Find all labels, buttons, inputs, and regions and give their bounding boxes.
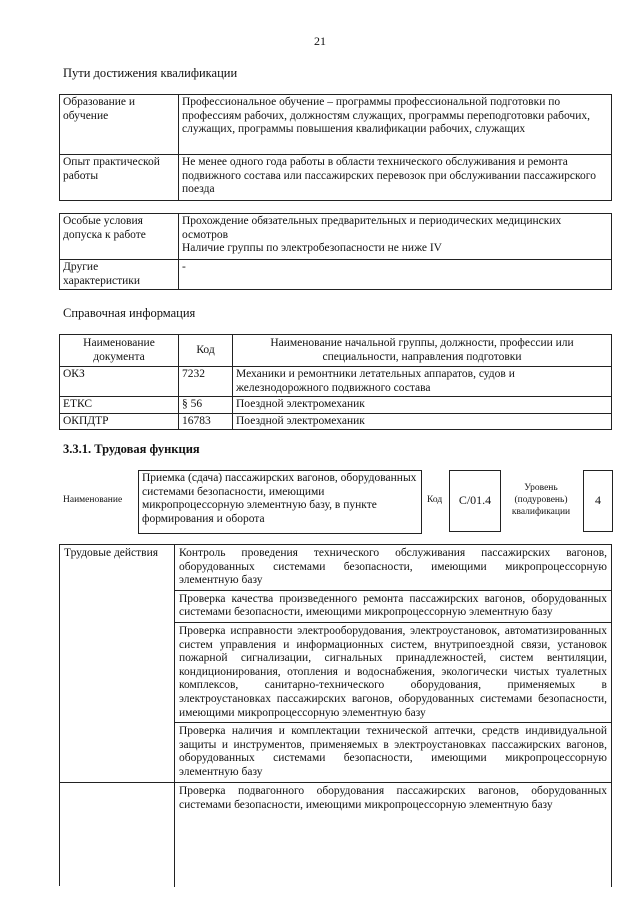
function-name-label: Наименование [63, 495, 123, 505]
column-header-code: Код [179, 335, 233, 367]
labor-action-continued [174, 782, 612, 887]
reference-table [59, 334, 612, 430]
table-row [60, 413, 612, 430]
electrical-safety-text: Наличие группы по электробезопасности не ниже IV [182, 242, 442, 254]
code-box: С/01.4 [449, 470, 501, 532]
table-row [60, 95, 612, 155]
level-box: 4 [583, 470, 613, 532]
labor-action-item: Проверка исправности электрооборудования, электроустановок, автоматизированных систем управления и информационных систем, внутрипоездной связи, установок пожарной сигнализации, сигнальных принадлежностей, систем вентиляции, кондиционирования, отопления и водоснабжения, экологически чистых туалетных комплексов, санитарно-технического оборудования, применяемых в электроустановках пассажирских вагонов, оборудованных системами безопасности, имеющими микропроцессорную элементную базу [175, 622, 612, 722]
table-row [60, 214, 612, 260]
ref-document-cell: ЕТКС [60, 397, 179, 414]
education-value: Профессиональное обучение – программы профессиональной подготовки по профессиям рабочих, должностям служащих, программы переподготовки рабочих, служащих, программы повышения квалификации рабочих, служащих [179, 95, 612, 155]
table-row [60, 155, 612, 201]
ref-occupation-cell: Поездной электромеханик [233, 413, 612, 430]
table-row [60, 545, 612, 591]
labor-actions-label-continuation [59, 782, 60, 886]
ref-occupation-cell: Поездной электромеханик [233, 397, 612, 414]
admission-table [59, 213, 612, 290]
qualification-paths-heading: Пути достижения квалификации [63, 66, 238, 80]
experience-label: Опыт практической работы [60, 155, 179, 201]
ref-code-cell: 7232 [179, 367, 233, 397]
experience-value: Не менее одного года работы в области технического обслуживания и ремонта подвижного состава или пассажирских перевозок при обслуживании пассажирского поезда [179, 155, 612, 201]
table-row [60, 260, 612, 290]
page-number: 21 [314, 34, 326, 48]
code-label: Код [427, 495, 443, 505]
ref-document-cell: ОКЗ [60, 367, 179, 397]
education-label: Образование и обучение [60, 95, 179, 155]
qualification-paths-table [59, 94, 612, 201]
ref-occupation-cell: Механики и ремонтники летательных аппаратов, судов и железнодорожного подвижного состава [233, 367, 612, 397]
admission-conditions-label: Особые условия допуска к работе [60, 214, 179, 260]
admission-conditions-value [179, 214, 612, 260]
other-characteristics-label: Другие характеристики [60, 260, 179, 290]
column-header-occupation: Наименование начальной группы, должности, профессии или специальности, направления подготовки [233, 335, 612, 367]
labor-actions-table [59, 544, 612, 783]
function-name-box: Приемка (сдача) пассажирских вагонов, оборудованных системами безопасности, имеющими микропроцессорную элементную базу, в пункте формирования и оборота [138, 470, 422, 534]
labor-action-item: Проверка подвагонного оборудования пассажирских вагонов, оборудованных системами безопасности, имеющими микропроцессорную элементную базу [179, 785, 607, 811]
other-characteristics-value: - [179, 260, 612, 290]
medical-exam-text: Прохождение обязательных предварительных и периодических медицинских осмотров [182, 215, 562, 241]
ref-document-cell: ОКПДТР [60, 413, 179, 430]
qualification-level-label: Уровень (подуровень) квалификации [511, 483, 571, 517]
column-header-document: Наименование документа [60, 335, 179, 367]
labor-action-item: Проверка наличия и комплектации технической аптечки, средств индивидуальной защиты и инструментов, применяемых в электроустановках пассажирских вагонов, оборудованных системами безопасности, имеющими микропроцессорную элементную базу [175, 723, 612, 782]
table-header-row [60, 335, 612, 367]
reference-heading: Справочная информация [63, 306, 196, 320]
labor-function-heading: 3.3.1. Трудовая функция [63, 442, 200, 456]
labor-actions-label: Трудовые действия [60, 545, 175, 783]
labor-action-item: Контроль проведения технического обслуживания пассажирских вагонов, оборудованных системами безопасности, имеющими микропроцессорную элементную базу [175, 545, 612, 591]
ref-code-cell: § 56 [179, 397, 233, 414]
labor-action-item: Проверка качества произведенного ремонта пассажирских вагонов, оборудованных системами безопасности, имеющими микропроцессорную элементную базу [175, 590, 612, 622]
table-row [60, 397, 612, 414]
table-row [60, 367, 612, 397]
ref-code-cell: 16783 [179, 413, 233, 430]
